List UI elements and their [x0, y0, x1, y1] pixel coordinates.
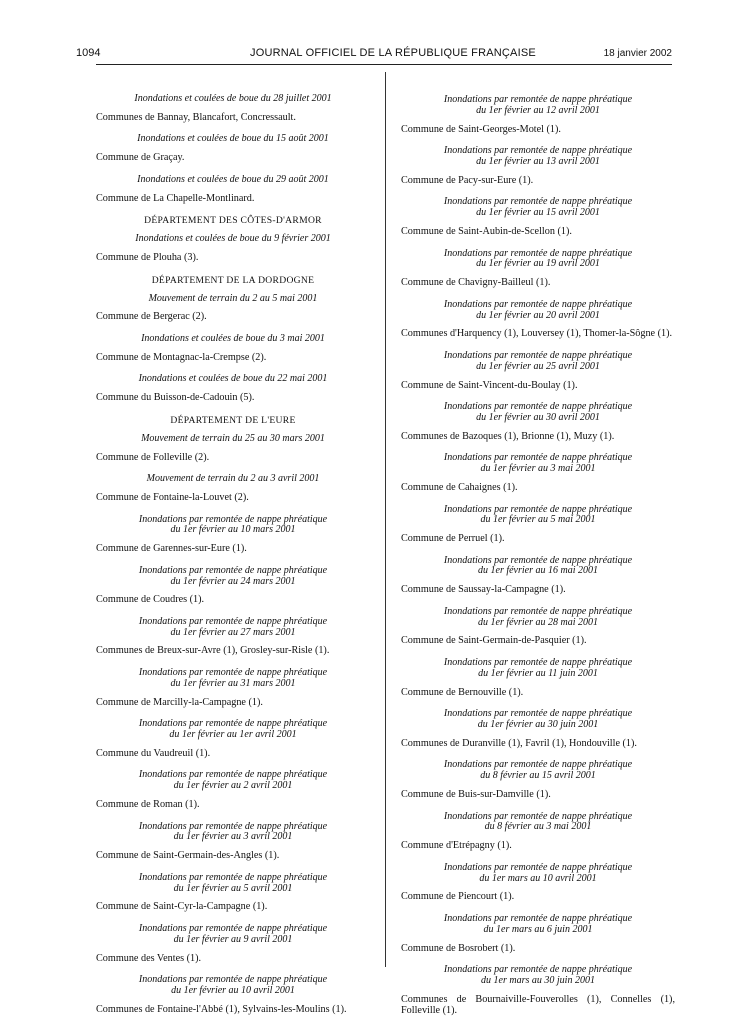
decree-heading-line: Inondations par remontée de nappe phréatique: [443, 298, 633, 310]
commune-entry: Commune de Garennes-sur-Eure (1).: [96, 543, 247, 555]
commune-entry: Commune d'Etrépagny (1).: [401, 840, 512, 852]
decree-heading-line: du 1er février au 3 avril 2001: [173, 831, 293, 843]
decree-heading: [96, 617, 370, 639]
header-rule: [96, 64, 672, 65]
decree-heading-line: Inondations par remontée de nappe phréatique: [443, 708, 633, 720]
decree-heading: [96, 515, 370, 537]
decree-heading: [401, 453, 675, 475]
decree-heading-line: du 1er février au 10 mars 2001: [170, 524, 296, 536]
decree-heading-line: Inondations par remontée de nappe phréatique: [138, 974, 328, 986]
decree-heading-line: Inondations par remontée de nappe phréatique: [443, 861, 633, 873]
decree-heading-line: Inondations par remontée de nappe phréatique: [443, 247, 633, 259]
decree-heading: [401, 914, 675, 936]
commune-entry: Communes d'Harquency (1), Louversey (1), Thomer-la-Sôgne (1).: [401, 328, 673, 340]
decree-heading: [96, 873, 370, 895]
decree-heading: [96, 294, 370, 305]
commune-entry: Communes de Fontaine-l'Abbé (1), Sylvains-les-Moulins (1).: [96, 1003, 347, 1015]
commune-entry: Commune de Pacy-sur-Eure (1).: [401, 174, 534, 186]
decree-heading: [401, 965, 675, 987]
commune-entry: Commune de Coudres (1).: [96, 594, 205, 606]
commune-entry: Commune de Fontaine-la-Louvet (2).: [96, 491, 249, 503]
decree-heading: [96, 434, 370, 445]
decree-heading-line: Inondations par remontée de nappe phréatique: [443, 401, 633, 413]
decree-heading: [401, 709, 675, 731]
column-divider: [385, 72, 386, 967]
decree-heading: [96, 822, 370, 844]
decree-heading-line: Inondations par remontée de nappe phréatique: [138, 513, 328, 525]
decree-heading: [401, 351, 675, 373]
commune-entry: Commune de Saint-Cyr-la-Campagne (1).: [96, 901, 268, 913]
decree-heading: [401, 863, 675, 885]
decree-heading: [96, 719, 370, 741]
decree-heading-line: du 1er février au 11 juin 2001: [478, 667, 598, 679]
decree-heading-line: du 1er février au 10 avril 2001: [171, 985, 295, 996]
page-number: 1094: [76, 47, 101, 59]
commune-entry: Communes de Duranville (1), Favril (1), Hondouville (1).: [401, 737, 637, 749]
decree-heading: [96, 474, 370, 485]
decree-heading: [96, 134, 370, 145]
decree-heading-line: du 1er mars au 30 juin 2001: [481, 974, 595, 986]
decree-heading-line: du 1er février au 31 mars 2001: [170, 677, 296, 689]
decree-heading-line: Inondations par remontée de nappe phréatique: [138, 871, 328, 883]
commune-entry: Commune de Saint-Georges-Motel (1).: [401, 123, 561, 135]
decree-heading-line: Inondations par remontée de nappe phréatique: [443, 810, 633, 822]
decree-heading: [401, 300, 675, 322]
decree-heading-line: du 1er février au 28 mai 2001: [478, 616, 598, 628]
decree-heading-line: Mouvement de terrain du 25 au 30 mars 2001: [141, 432, 325, 444]
decree-heading: [401, 95, 675, 117]
commune-entry: Commune de Bergerac (2).: [96, 311, 207, 323]
decree-heading: [96, 94, 370, 105]
commune-entry: Commune de Piencourt (1).: [401, 891, 515, 903]
decree-heading-line: Inondations par remontée de nappe phréatique: [443, 964, 633, 976]
decree-heading-line: Inondations par remontée de nappe phréatique: [443, 349, 633, 361]
decree-heading-line: du 1er février au 16 mai 2001: [478, 565, 598, 577]
decree-heading-line: du 1er février au 5 mai 2001: [480, 514, 596, 526]
decree-heading-line: du 1er mars au 10 avril 2001: [479, 872, 597, 884]
decree-heading-line: du 1er février au 5 avril 2001: [173, 882, 293, 894]
decree-heading-line: du 1er février au 12 avril 2001: [476, 104, 600, 116]
decree-heading: [96, 334, 370, 345]
commune-entry: Commune de Graçay.: [96, 152, 185, 164]
commune-entry: Commune de Saint-Germain-de-Pasquier (1).: [401, 635, 587, 647]
page-header: [0, 0, 748, 80]
decree-heading-line: Inondations par remontée de nappe phréatique: [443, 145, 633, 157]
commune-entry: Commune de Bosrobert (1).: [401, 942, 516, 954]
commune-entry: Commune des Ventes (1).: [96, 952, 202, 964]
decree-heading-line: Inondations par remontée de nappe phréatique: [443, 196, 633, 208]
decree-heading: [401, 505, 675, 527]
decree-heading: [96, 924, 370, 946]
decree-heading-line: Inondations par remontée de nappe phréatique: [443, 554, 633, 566]
commune-entry: Commune de Saint-Vincent-du-Boulay (1).: [401, 379, 578, 391]
decree-heading-line: du 1er mars au 6 juin 2001: [483, 923, 593, 935]
decree-heading-line: Inondations par remontée de nappe phréatique: [443, 452, 633, 464]
commune-entry: Commune de Folleville (2).: [96, 451, 210, 463]
decree-heading-line: Inondations et coulées de boue du 28 juillet 2001: [134, 93, 332, 104]
department-heading: DÉPARTEMENT DES CÔTES-D'ARMOR: [144, 215, 322, 227]
decree-heading-line: Inondations par remontée de nappe phréatique: [443, 657, 633, 669]
decree-heading-line: du 1er février au 9 avril 2001: [173, 933, 293, 945]
commune-entry: Commune de Chavigny-Bailleul (1).: [401, 277, 551, 289]
department-heading: DÉPARTEMENT DE L'EURE: [170, 414, 296, 426]
decree-heading-line: du 1er février au 2 avril 2001: [173, 780, 293, 792]
commune-entry: Communes de Bournaiville-Fouverolles (1), Connelles (1), Folleville (1).: [401, 993, 675, 1017]
decree-heading: [96, 374, 370, 385]
commune-entry: Commune du Buisson-de-Cadouin (5).: [96, 392, 255, 404]
decree-heading-line: Inondations par remontée de nappe phréatique: [443, 94, 633, 105]
decree-heading-line: du 1er février au 1er avril 2001: [169, 729, 297, 741]
decree-heading: [401, 658, 675, 680]
decree-heading-line: Inondations et coulées de boue du 3 mai 2001: [141, 332, 325, 344]
decree-heading: [401, 197, 675, 219]
commune-entry: Commune de Saussay-la-Campagne (1).: [401, 584, 566, 596]
commune-entry: Commune de La Chapelle-Montlinard.: [96, 192, 255, 204]
right-column: [401, 95, 675, 1028]
decree-heading-line: du 1er février au 15 avril 2001: [476, 207, 600, 219]
decree-heading: [96, 975, 370, 997]
decree-heading-line: Inondations par remontée de nappe phréatique: [138, 769, 328, 781]
decree-heading-line: Inondations par remontée de nappe phréatique: [138, 564, 328, 576]
department-heading: DÉPARTEMENT DE LA DORDOGNE: [151, 274, 315, 286]
commune-entry: Commune de Plouha (3).: [96, 251, 199, 263]
decree-heading: [96, 668, 370, 690]
decree-heading-line: du 1er février au 30 juin 2001: [477, 719, 599, 731]
decree-heading-line: du 1er février au 19 avril 2001: [476, 258, 600, 270]
commune-entry: Commune du Vaudreuil (1).: [96, 747, 211, 759]
decree-heading-line: du 8 février au 3 mai 2001: [484, 821, 592, 833]
decree-heading-line: du 1er février au 25 avril 2001: [476, 360, 600, 372]
commune-entry: Commune de Saint-Germain-des-Angles (1).: [96, 850, 280, 862]
decree-heading: [96, 566, 370, 588]
commune-entry: Communes de Bannay, Blancafort, Concressault.: [96, 111, 296, 123]
commune-entry: Commune de Cahaignes (1).: [401, 481, 518, 493]
decree-heading-line: du 1er février au 30 avril 2001: [476, 411, 600, 423]
decree-heading: [401, 760, 675, 782]
decree-heading: [401, 556, 675, 578]
decree-heading-line: du 1er février au 20 avril 2001: [476, 309, 600, 321]
decree-heading: [401, 249, 675, 271]
commune-entry: Commune de Buis-sur-Damville (1).: [401, 789, 551, 801]
commune-entry: Commune de Saint-Aubin-de-Scellon (1).: [401, 225, 572, 237]
decree-heading-line: Mouvement de terrain du 2 au 3 avril 2001: [146, 473, 320, 485]
decree-heading-line: Inondations par remontée de nappe phréatique: [443, 913, 633, 924]
commune-entry: Commune de Marcilly-la-Campagne (1).: [96, 696, 263, 708]
decree-heading: [401, 146, 675, 168]
decree-heading: [401, 607, 675, 629]
decree-heading-line: du 1er février au 3 mai 2001: [480, 463, 596, 475]
journal-title: JOURNAL OFFICIEL DE LA RÉPUBLIQUE FRANÇAISE: [250, 47, 536, 59]
decree-heading-line: Inondations et coulées de boue du 29 août 2001: [137, 173, 329, 185]
decree-heading-line: Mouvement de terrain du 2 au 5 mai 2001: [148, 292, 318, 304]
decree-heading-line: du 1er février au 13 avril 2001: [476, 155, 600, 167]
decree-heading: [96, 175, 370, 186]
commune-entry: Commune de Montagnac-la-Crempse (2).: [96, 351, 267, 363]
commune-entry: Commune de Roman (1).: [96, 799, 200, 811]
decree-heading: [401, 402, 675, 424]
issue-date: 18 janvier 2002: [603, 48, 672, 59]
decree-heading-line: Inondations par remontée de nappe phréatique: [138, 615, 328, 627]
decree-heading-line: Inondations par remontée de nappe phréatique: [443, 605, 633, 617]
decree-heading-line: Inondations et coulées de boue du 9 février 2001: [135, 233, 331, 245]
decree-heading-line: Inondations par remontée de nappe phréatique: [443, 759, 633, 771]
decree-heading-line: du 1er février au 24 mars 2001: [170, 575, 296, 587]
commune-entry: Communes de Breux-sur-Avre (1), Grosley-sur-Risle (1).: [96, 645, 330, 657]
decree-heading-line: Inondations par remontée de nappe phréatique: [443, 503, 633, 515]
decree-heading: [401, 812, 675, 834]
decree-heading-line: du 1er février au 27 mars 2001: [170, 626, 296, 638]
decree-heading-line: Inondations et coulées de boue du 22 mai 2001: [138, 373, 328, 385]
commune-entry: Commune de Perruel (1).: [401, 533, 505, 545]
decree-heading-line: du 8 février au 15 avril 2001: [480, 770, 596, 782]
decree-heading: [96, 234, 370, 245]
decree-heading-line: Inondations par remontée de nappe phréatique: [138, 923, 328, 935]
left-column: [96, 94, 370, 1026]
decree-heading-line: Inondations par remontée de nappe phréatique: [138, 820, 328, 832]
commune-entry: Commune de Bernouville (1).: [401, 686, 524, 698]
commune-entry: Communes de Bazoques (1), Brionne (1), Muzy (1).: [401, 430, 615, 442]
decree-heading-line: Inondations et coulées de boue du 15 août 2001: [137, 133, 329, 145]
decree-heading-line: Inondations par remontée de nappe phréatique: [138, 718, 328, 730]
decree-heading: [96, 770, 370, 792]
decree-heading-line: Inondations par remontée de nappe phréatique: [138, 667, 328, 679]
